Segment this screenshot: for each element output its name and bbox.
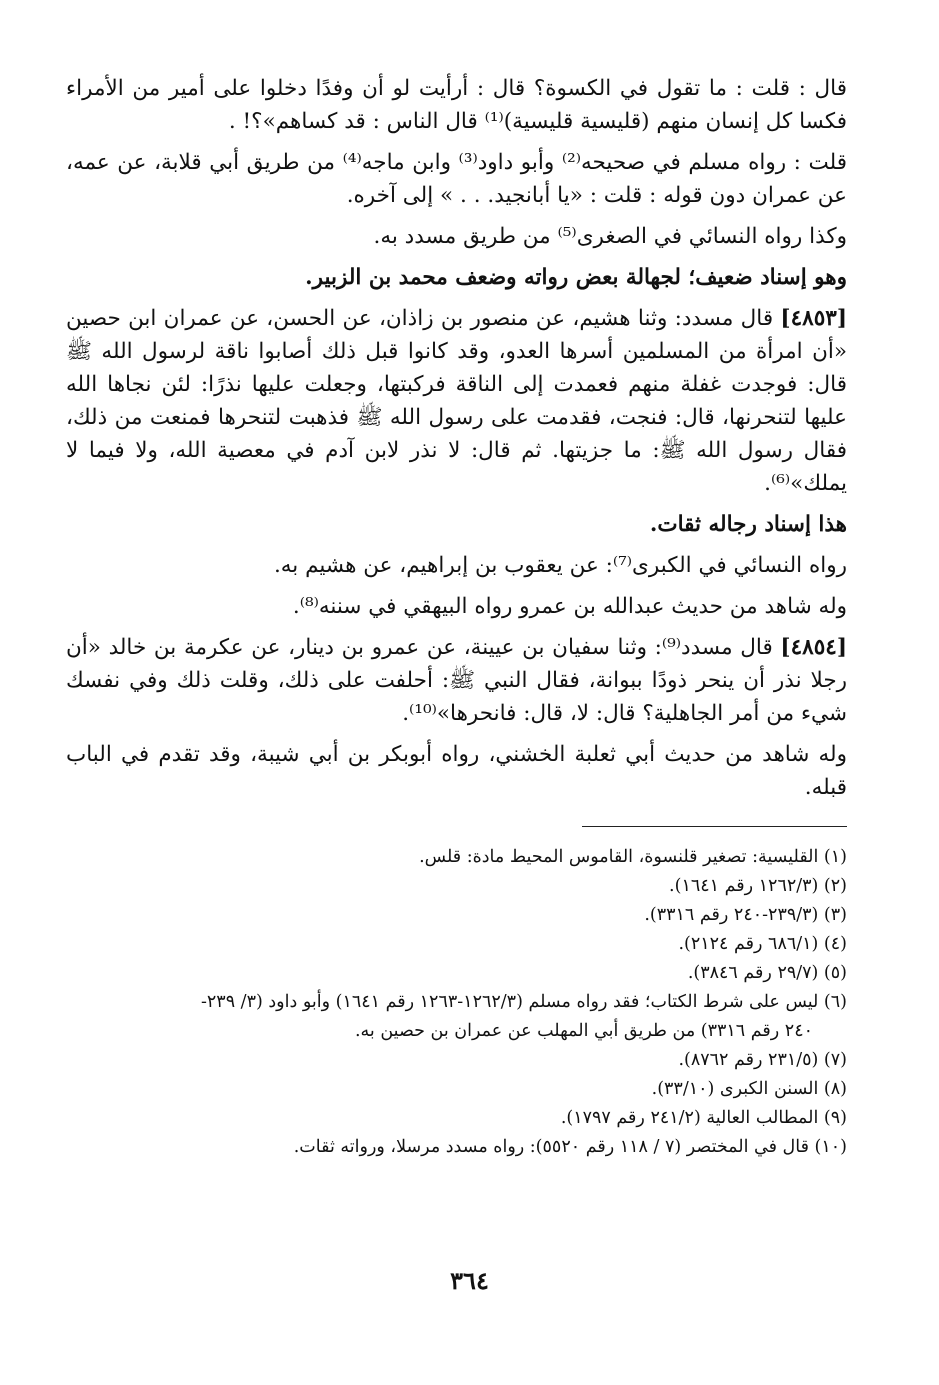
footnote-separator-wrap xyxy=(66,812,847,843)
hadith-text-4854: قال مسدد⁽⁹⁾: وثنا سفيان بن عيينة، عن عمرو بن دينار، عن عكرمة بن خالد «أن رجلا نذر أن ينحر ذودًا ببوانة، فقال النبي ﷺ: أحلفت على ذلك، وقلت ذلك وفي نفسك شيء من أمر الجاهلية؟ قال: لا، قال: فانحرها»⁽¹⁰⁾. xyxy=(66,635,847,726)
footnote-9: (٩) المطالب العالية (٢٤١/٢ رقم ١٧٩٧). xyxy=(560,1108,847,1128)
hadith-number-4853: [٤٨٥٣] xyxy=(780,306,847,331)
footnotes xyxy=(66,843,847,1162)
footnote-2: (٢) (١٢٦٢/٣ رقم ١٦٤١). xyxy=(669,876,847,896)
hadith-4854 xyxy=(66,631,847,730)
footnote-6 xyxy=(66,988,847,1046)
footnote-1: (١) القليسية: تصغير قلنسوة، القاموس المحيط مادة: قلس. xyxy=(419,847,847,867)
paragraph-5-grading: هذا إسناد رجاله ثقات. xyxy=(649,512,847,537)
hadith-text-4853: قال مسدد: وثنا هشيم، عن منصور بن زاذان، عن الحسن، عن عمران ابن حصين «أن امرأة من المسلمين أسرها العدو، وقد كانوا قبل ذلك أصابوا ناقة لرسول الله ﷺ قال: فوجدت غفلة منهم فعمدت إلى الناقة فركبتها، وجعلت عليها نذرًا: لئن نجاها الله عليها لتنحرنها، قال: فنجت، فقدمت على رسول الله ﷺ فذهبت لتنحرها فمنعت من ذلك، فقال رسول الله ﷺ: ما جزيتها. ثم قال: لا نذر لابن آدم في معصية الله، ولا فيما لا يملك»⁽⁶⁾. xyxy=(66,306,847,496)
paragraph-7: وله شاهد من حديث عبدالله بن عمرو رواه البيهقي في سننه⁽⁸⁾. xyxy=(292,594,847,619)
paragraph-4-grading: وهو إسناد ضعيف؛ لجهالة بعض رواته وضعف محمد بن الزبير. xyxy=(305,265,847,290)
footnote-6-line-1: (٦) ليس على شرط الكتاب؛ فقد رواه مسلم (١٢٦٢/٣-١٢٦٣ رقم ١٦٤١) وأبو داود (٣/ ٢٣٩- xyxy=(200,992,847,1012)
paragraph-3: وكذا رواه النسائي في الصغرى⁽⁵⁾ من طريق مسدد به. xyxy=(373,224,847,249)
paragraph-2: قلت : رواه مسلم في صحيحه⁽²⁾ وأبو داود⁽³⁾ وابن ماجه⁽⁴⁾ من طريق أبي قلابة، عن عمه، عن عمران دون قوله : قلت : «يا أبانجيد. . . » إلى آخره. xyxy=(66,150,847,208)
footnote-8: (٨) السنن الكبرى (٣٣/١٠). xyxy=(651,1079,847,1099)
footnote-separator xyxy=(582,826,847,827)
paragraph-1: قال : قلت : ما تقول في الكسوة؟ قال : أرأيت لو أن وفدًا دخلوا على أمير من الأمراء فكسا كل إنسان منهم (قليسية قليسية)⁽¹⁾ قال الناس : قد كساهم»؟! . xyxy=(66,76,847,134)
footnote-5: (٥) (٢٩/٧ رقم ٣٨٤٦). xyxy=(687,963,847,983)
footnote-7: (٧) (٢٣١/٥ رقم ٨٧٦٢). xyxy=(678,1050,847,1070)
footnote-10: (١٠) قال في المختصر (٧ / ١١٨ رقم ٥٥٢٠): رواه مسدد مرسلا، ورواته ثقات. xyxy=(293,1137,847,1157)
hadith-4853 xyxy=(66,302,847,500)
footnote-3: (٣) (٢٣٩/٣-٢٤٠ رقم ٣٣١٦). xyxy=(644,905,847,925)
paragraph-8: وله شاهد من حديث أبي ثعلبة الخشني، رواه أبوبكر بن أبي شيبة، وقد تقدم في الباب قبله. xyxy=(66,742,847,800)
hadith-number-4854: [٤٨٥٤] xyxy=(780,635,847,660)
footnote-6-line-2: ٢٤٠ رقم ٣٣١٦) من طريق أبي المهلب عن عمران بن حصين به. xyxy=(354,1021,813,1041)
footnote-4: (٤) (٦٨٦/١ رقم ٢١٢٤). xyxy=(678,934,847,954)
page-number: ٣٦٤ xyxy=(450,1266,489,1295)
paragraph-6: رواه النسائي في الكبرى⁽⁷⁾: عن يعقوب بن إبراهيم، عن هشيم به. xyxy=(273,553,847,578)
